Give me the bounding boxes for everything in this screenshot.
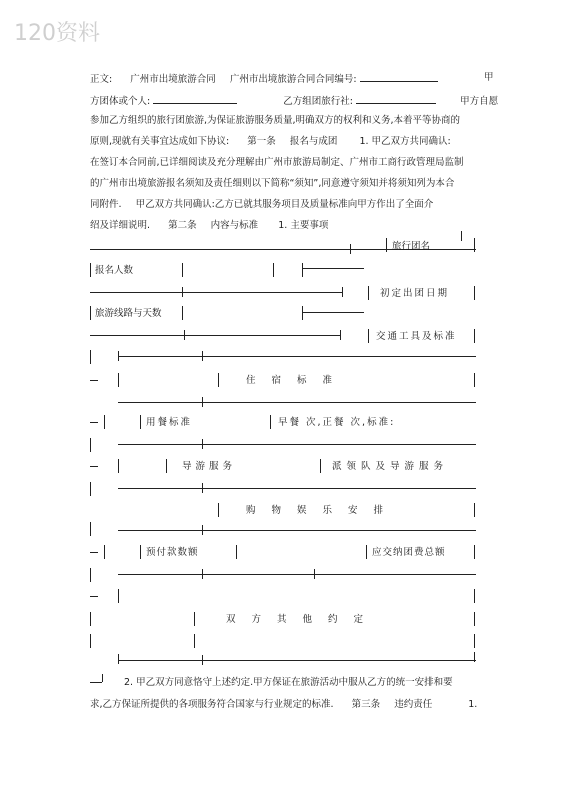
table-cell-border (118, 459, 119, 473)
principle-text: 原则,现就有关事宜达成如下协议: (90, 136, 230, 147)
table-rule (118, 402, 476, 403)
tour-name-label: 旅行团名 (392, 241, 431, 252)
table-cell-border (90, 263, 91, 277)
total-fee-label: 应交纳团费总额 (372, 547, 446, 558)
confirm-text: 甲乙双方共同确认:乙方已就其服务项目及质量标准向甲方作出了全面介 (135, 199, 434, 210)
party-a-label: 方团体或个人: (90, 96, 151, 107)
table-tick (202, 655, 203, 665)
table-cell-border (194, 612, 195, 626)
table-cell-border (474, 545, 475, 559)
table-tick (461, 231, 462, 241)
table-tick (340, 330, 341, 340)
table-cell-border (474, 238, 475, 252)
table-cell-border (270, 415, 271, 429)
table-cell-border (302, 306, 303, 320)
table-rule (118, 444, 476, 445)
shopping-label: 购物娱乐安排 (246, 505, 400, 516)
table-tick (350, 244, 351, 254)
table-cell-border (320, 459, 321, 473)
party-b-field[interactable] (356, 94, 436, 104)
article-3-title: 违约责任 (394, 699, 433, 710)
table-cell-border (474, 329, 475, 343)
table-cell-border (218, 503, 219, 517)
other-terms-label: 双方其他约定 (226, 614, 380, 625)
table-cell-border (474, 373, 475, 387)
table-tick (182, 287, 183, 297)
article-3-item-1: 1. (468, 699, 478, 710)
table-rule (118, 356, 476, 357)
table-cell-border (140, 415, 141, 429)
table-cell-border (182, 306, 183, 320)
depart-date-label: 初定出团日期 (380, 288, 450, 299)
table-tick (202, 351, 203, 361)
intro-line-5: 在签订本合同前,已详细阅读及充分理解由广州市旅游局制定、广州市工商行政管理局监制 (90, 157, 464, 168)
contract-number-field[interactable] (360, 72, 438, 82)
article-1-title: 报名与成团 (289, 136, 338, 147)
meals-label: 用餐标准 (146, 417, 193, 428)
table-rule (90, 466, 98, 467)
table-cell-border (90, 522, 91, 536)
table-rule (90, 422, 98, 423)
party-b-label: 乙方组团旅行社: (283, 96, 353, 107)
contract-title: 广州市出境旅游合同 (130, 74, 216, 85)
table-cell-border (90, 634, 91, 648)
table-cell-border (386, 238, 387, 252)
table-cell-border (474, 589, 475, 603)
table-cell-border (366, 545, 367, 559)
intro-line-2 (90, 94, 498, 108)
table-cell-border (218, 373, 219, 387)
contract-number-label: 广州市出境旅游合同合同编号: (229, 74, 357, 85)
table-cell-border (104, 415, 105, 429)
table-cell-border (182, 263, 183, 277)
table-rule (90, 596, 98, 597)
table-bottom-rule (118, 660, 476, 661)
table-cell-border (90, 306, 91, 320)
table-cell-border (104, 545, 105, 559)
table-cell-border (368, 286, 369, 300)
table-tick (202, 483, 203, 493)
article-2-title: 内容与标准 (210, 220, 259, 231)
table-cell-border (166, 459, 167, 473)
intro-line-4 (90, 136, 451, 148)
table-tick (184, 330, 185, 340)
table-cell-border (90, 612, 91, 626)
party-a-field[interactable] (153, 94, 237, 104)
table-rule (90, 292, 342, 293)
table-rule (302, 268, 364, 269)
table-cell-border (273, 263, 274, 277)
table-cell-border (368, 329, 369, 343)
table-tick (314, 569, 315, 579)
table-cell-border (118, 373, 119, 387)
table-rule (90, 380, 98, 381)
table-tick (474, 652, 475, 662)
escort-label: 派领队及导游服务 (332, 461, 449, 472)
table-tick (118, 351, 119, 361)
table-tick (202, 439, 203, 449)
intro-line-6: 的广州市出境旅游报名须知及责任细则以下简称“须知”,同意遵守须知并将须知列为本合 (90, 178, 455, 189)
table-cell-border (90, 438, 91, 452)
route-days-label: 旅游线路与天数 (95, 308, 162, 319)
table-cell-border (474, 612, 475, 626)
table-tick (118, 654, 119, 664)
table-rule (302, 312, 364, 313)
main-items-label: 1. 主要事项 (278, 220, 329, 231)
closing-mark (90, 682, 102, 683)
table-tick (342, 287, 343, 297)
table-cell-border (140, 545, 141, 559)
table-cell-border (474, 634, 475, 648)
guide-label: 导游服务 (182, 461, 237, 472)
table-cell-border (90, 350, 91, 364)
table-cell-border (474, 286, 475, 300)
transport-label: 交通工具及标准 (376, 331, 457, 342)
article-2-label: 第二条 (168, 220, 197, 231)
intro-line-1 (90, 72, 438, 86)
standard-text: 求,乙方保证所提供的各项服务符合国家与行业规定的标准. (90, 699, 334, 710)
closing-mark (102, 674, 103, 682)
table-rule (118, 530, 476, 531)
table-cell-border (302, 263, 303, 277)
party-a-char: 甲 (484, 72, 494, 83)
explain-text: 绍及详细说明. (90, 220, 151, 231)
table-tick (202, 397, 203, 407)
closing-line-1: 2. 甲乙双方同意恪守上述约定.甲方保证在旅游活动中服从乙方的统一安排和要 (124, 677, 453, 688)
table-tick (202, 569, 203, 579)
article-3-label: 第三条 (351, 699, 381, 710)
intro-line-7 (90, 199, 433, 211)
table-cell-border (236, 545, 237, 559)
closing-line-2 (90, 699, 477, 711)
prepay-label: 预付款数额 (146, 547, 199, 558)
intro-line-3: 参加乙方组织的旅行团旅游,为保证旅游服务质量,明确双方的权利和义务,本着平等协商的 (90, 115, 461, 126)
table-cell-border (474, 503, 475, 517)
label-zhengwen: 正文: (90, 74, 113, 85)
table-rule (118, 488, 476, 489)
intro-line-8 (90, 220, 328, 232)
table-rule (118, 574, 476, 575)
annex-text: 同附件. (90, 199, 122, 210)
table-rule (90, 335, 340, 336)
table-rule (90, 552, 98, 553)
lodging-label: 住宿标准 (246, 375, 349, 386)
article-1-item-1: 1. 甲乙双方共同确认: (359, 136, 451, 147)
table-cell-border (194, 634, 195, 648)
table-cell-border (90, 482, 91, 496)
table-cell-border (90, 568, 91, 582)
signup-count-label: 报名人数 (95, 265, 134, 276)
voluntary-text: 甲方自愿 (460, 96, 499, 107)
table-tick (202, 525, 203, 535)
article-1-label: 第一条 (247, 136, 276, 147)
meals-detail: 早餐 次,正餐 次,标准: (278, 417, 396, 428)
table-cell-border (118, 589, 119, 603)
watermark: 120资料 (14, 21, 100, 46)
